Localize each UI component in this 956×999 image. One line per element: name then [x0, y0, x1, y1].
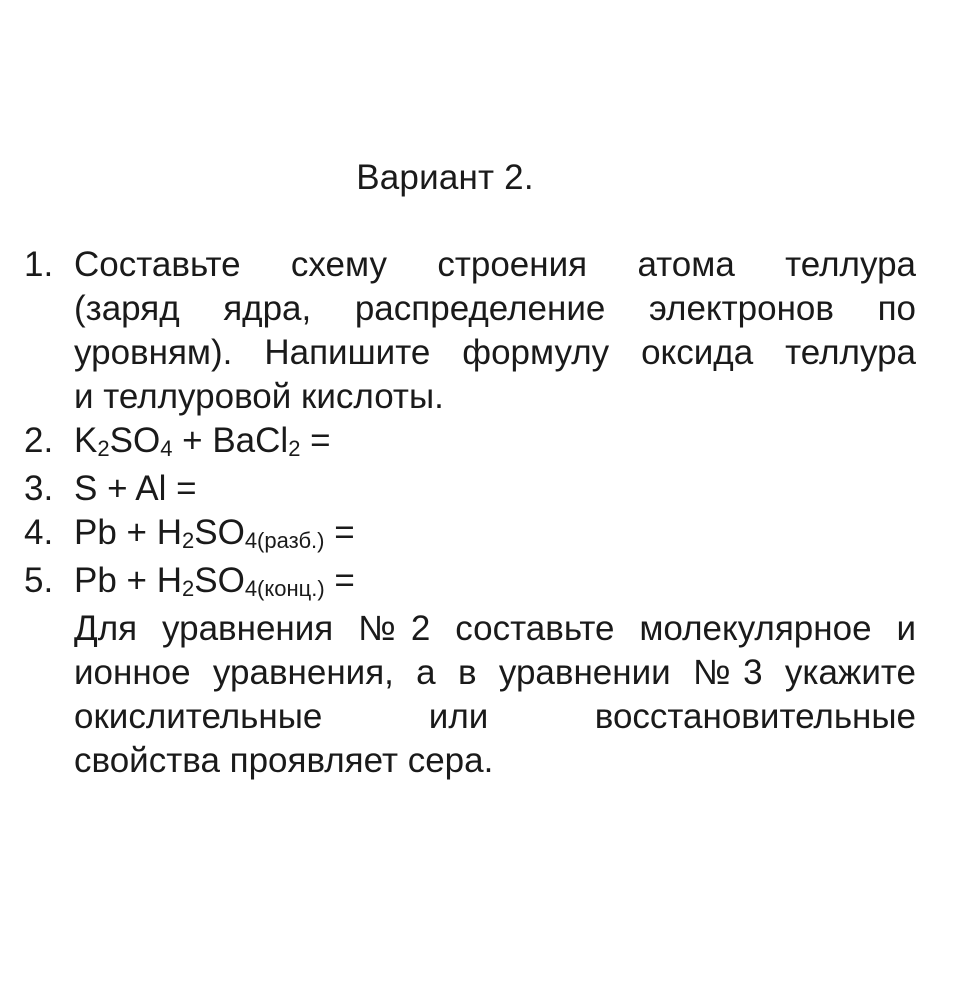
equation [74, 513, 355, 552]
formula-subscript: 2 [97, 436, 110, 461]
note-line: окислительные или восстановительные [74, 697, 916, 736]
task-number: 4. [24, 513, 54, 552]
equation [74, 561, 355, 600]
formula-part: K [74, 421, 98, 460]
formula-part: Pb + H [74, 561, 182, 600]
task-item-4 [24, 511, 916, 559]
task-text-line: (заряд ядра, распределение электронов по [74, 289, 916, 328]
note-line: Для уравнения №2 составьте молекулярное и [74, 609, 916, 648]
formula-part: + BaCl [172, 421, 289, 460]
note-line: свойства проявляет сера. [74, 741, 494, 780]
formula-part: SO [194, 513, 245, 552]
task-item-5 [24, 559, 916, 607]
formula-part: = [324, 513, 355, 552]
page-title: Вариант 2. [356, 158, 534, 197]
formula-subscript: 2 [181, 528, 195, 553]
task-number: 2. [24, 421, 54, 460]
formula-subscript: 4(конц.) [244, 576, 325, 601]
task-item-1 [24, 243, 916, 419]
formula-subscript: 2 [288, 436, 301, 461]
equation: S + Al = [74, 469, 197, 508]
formula-subscript: 2 [181, 576, 195, 601]
formula-part: = [300, 421, 331, 460]
task-text-line: Составьте схему строения атома теллура [74, 245, 916, 284]
equation [74, 421, 331, 460]
task-number: 1. [24, 245, 54, 284]
note-line: ионное уравнения, а в уравнении №3 укажите [74, 653, 916, 692]
formula-subscript: 4 [160, 436, 173, 461]
formula-subscript: 4(разб.) [244, 528, 325, 553]
formula-part: SO [109, 421, 161, 460]
formula-part: Pb + H [74, 513, 182, 552]
task-number: 3. [24, 469, 54, 508]
task-text-line: и теллуровой кислоты. [74, 377, 444, 416]
task-item-3 [24, 467, 916, 511]
instruction-note [24, 607, 916, 783]
task-item-2 [24, 419, 916, 467]
task-list [24, 243, 916, 783]
task-text-line: уровням). Напишите формулу оксида теллура [74, 333, 916, 372]
formula-part: = [324, 561, 355, 600]
task-number: 5. [24, 561, 54, 600]
formula-part: SO [194, 561, 245, 600]
